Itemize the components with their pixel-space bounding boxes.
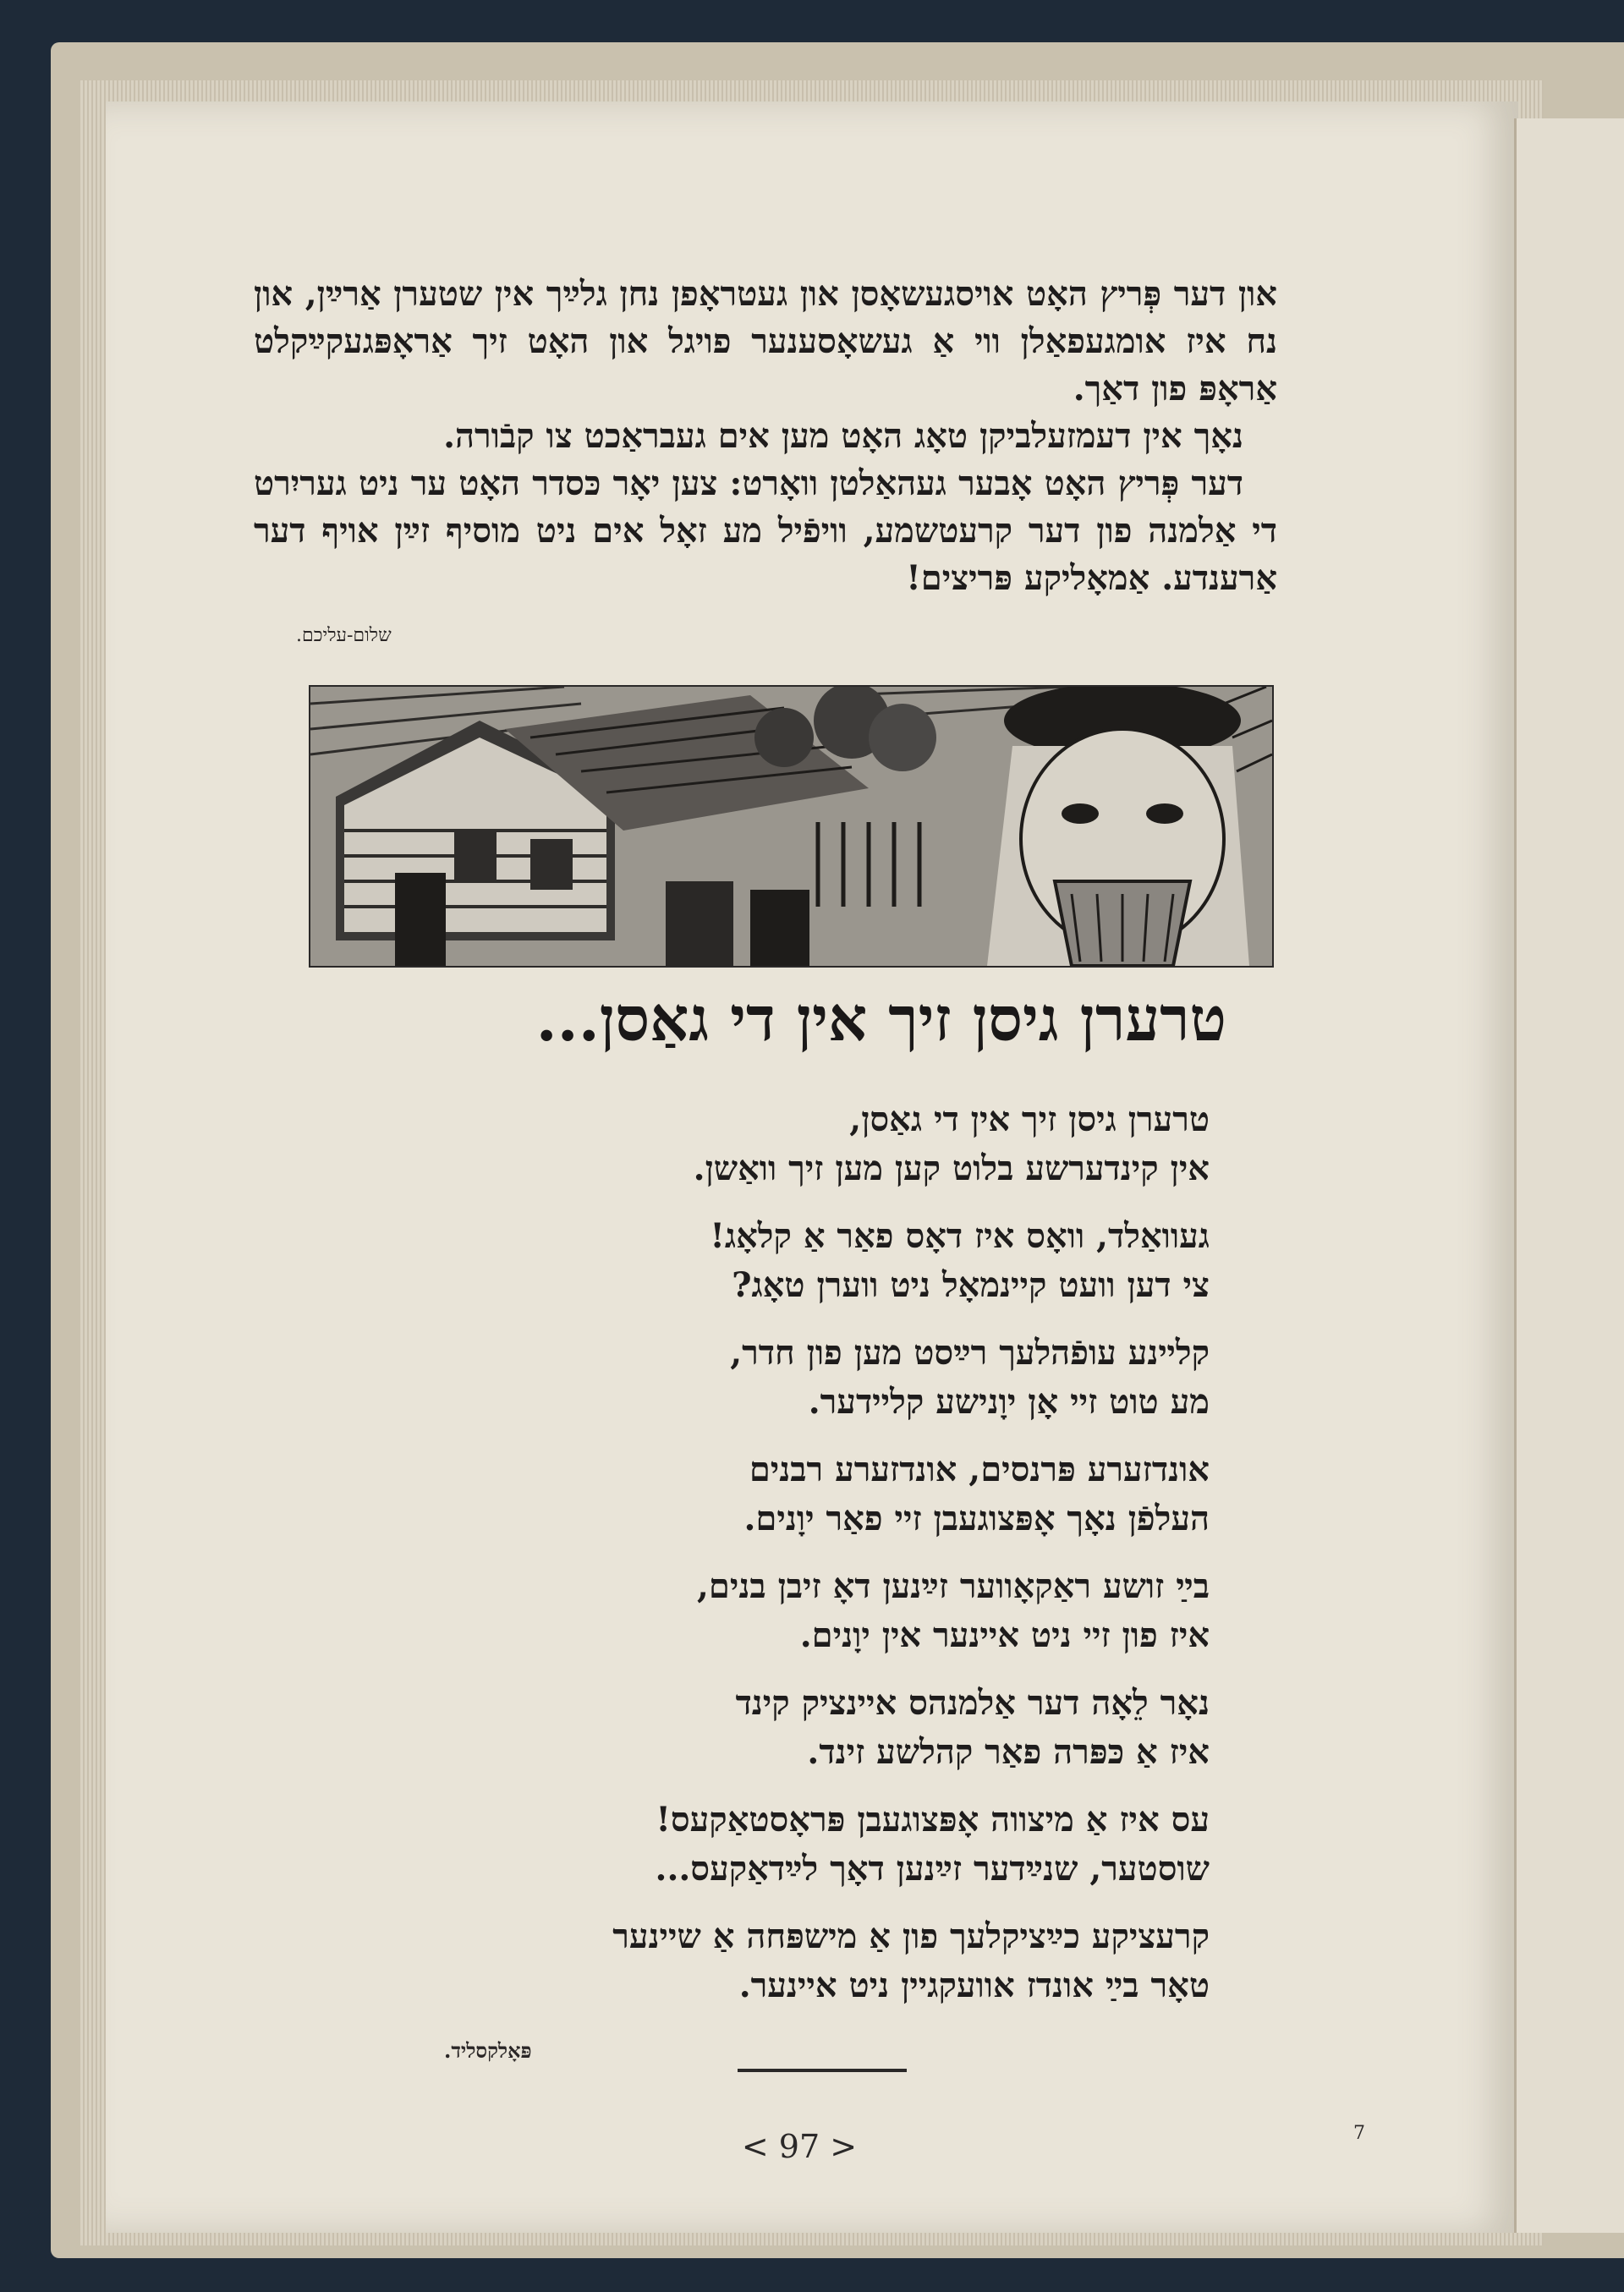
poem-line: העלפֿן נאָך אָפּצוגעבן זיי פאַר יוָנים.	[743, 1499, 1210, 1538]
poem-stanza	[364, 1796, 1210, 1894]
poem-stanza	[364, 1912, 1210, 2010]
poem-line: איז פון זיי ניט איינער אין יוָנים.	[799, 1615, 1210, 1655]
poem-stanza	[364, 1329, 1210, 1427]
prose-paragraph: און דער פְּריץ האָט אויסגעשאָסן און געטראָפן נחן גלײַך אין שטערן אַרײַן, און נח איז אומגעפאַלן ווי אַ געשאָסענער פויגל און האָט זיך אַראָפּגעקײַקלט אַראָפּ פון דאַך.	[254, 274, 1277, 409]
poem-line: איז אַ כּפּרה פאַר קהלשע זינד.	[807, 1732, 1210, 1772]
divider-rule	[738, 2069, 907, 2072]
signature-mark: 7	[1353, 2123, 1365, 2144]
poem-line: אין קינדערשע בלוט קען מען זיך וואַשן.	[693, 1149, 1210, 1188]
poem-line: בײַ זושע ראַקאָווער זײַנען דאָ זיבן בנים,	[696, 1566, 1210, 1606]
story-ending	[254, 271, 1277, 602]
poem-line: עס איז אַ מיצווה אָפּצוגעבן פּראָסטאַקעס!	[656, 1800, 1210, 1840]
poem-line: אונדזערע פּרנסים, אונדזערע רבנים	[749, 1450, 1210, 1489]
poem-line: טרערן גיסן זיך אין די גאַסן,	[849, 1099, 1210, 1139]
poem-line: געוואַלד, וואָס איז דאָס פאַר אַ קלאָג!	[710, 1216, 1210, 1256]
poem-stanza	[364, 1679, 1210, 1777]
next-page-edge	[1514, 118, 1624, 2233]
author-signature: שלום-עליכם.	[296, 625, 392, 646]
poem-stanza	[364, 1445, 1210, 1544]
poem-line: צי דען וועט קיינמאָל ניט ווערן טאָג?	[732, 1265, 1210, 1305]
prose-paragraph: נאָך אין דעמזעלביקן טאָג האָט מען אים געבראַכט צו קבֿורה.	[443, 416, 1243, 456]
poem-credit: פּאָלקסליד.	[444, 2038, 532, 2063]
poem-line: נאָר לֵאָה דער אַלמנהס איינציק קינד	[735, 1683, 1210, 1723]
poem-stanza	[364, 1095, 1210, 1193]
poem-stanza	[364, 1212, 1210, 1310]
woodcut-illustration	[309, 685, 1274, 968]
poem-line: קלײנע עופֿהלעך רײַסט מען פון חדר,	[730, 1333, 1210, 1373]
poem-title: טרערן גיסן זיך אין די גאַסן...	[535, 983, 1226, 1055]
prose-paragraph: דער פְּריץ האָט אָבער געהאַלטן וואָרט: צען יאָר כּסדר האָט ער ניט געריִרט די אַלמנה פון דער קרעטשמע, וויפֿיל מע זאָל אים ניט מוסיף זײַן אויף דער אַרענדע. אַמאָליקע פּריצים!	[254, 463, 1277, 598]
poem-line: קרעציקע כײַציקלעך פון אַ מישפּחה אַ שיינער	[612, 1916, 1210, 1956]
page-number: < 97 >	[741, 2128, 858, 2165]
poem-line: שוסטער, שנײַדער זײַנען דאָך לײַדאַקעס...	[655, 1849, 1210, 1889]
poem-stanza	[364, 1562, 1210, 1660]
folk-poem	[364, 1095, 1210, 2029]
poem-line: מע טוט זיי אָן יוָנישע קליידער.	[808, 1382, 1210, 1422]
poem-line: טאָר בײַ אונדז אוועקגיין ניט איינער.	[738, 1966, 1210, 2005]
